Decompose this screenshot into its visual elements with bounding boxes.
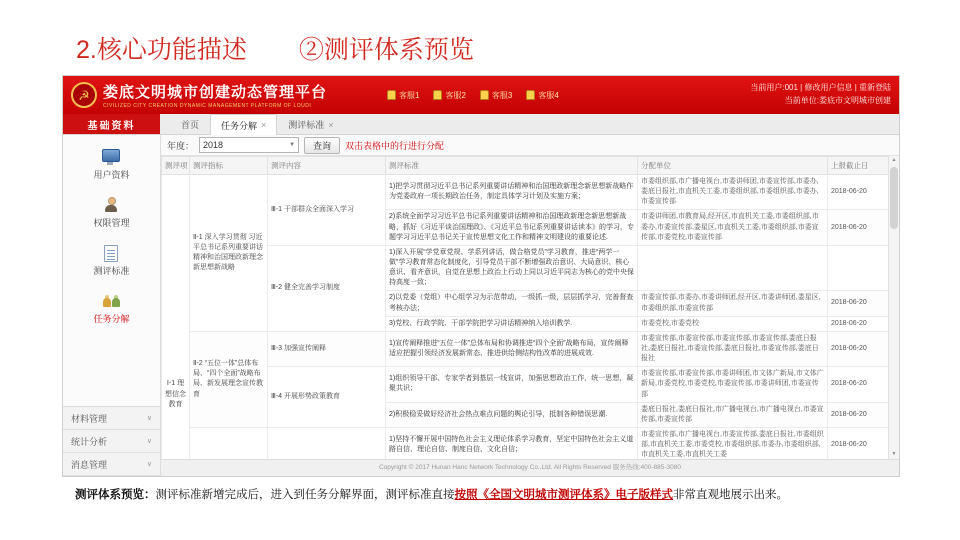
service-link-4[interactable] <box>526 90 558 101</box>
document-icon <box>104 245 118 262</box>
group-icon <box>101 293 121 309</box>
table-row[interactable] <box>162 331 892 366</box>
sidebar-item-用户资料[interactable] <box>93 149 129 181</box>
tab-label: 任务分解 <box>221 120 258 131</box>
caption-text-before: 测评标准新增完成后，进入到任务分解界面，测评标准直接 <box>155 489 455 501</box>
table-row[interactable] <box>162 367 892 402</box>
app-subtitle: CIVILIZED CITY CREATION DYNAMIC MANAGEMENT PLATFORM OF LOUDI <box>103 103 312 109</box>
table-cell: 2018-06-20 <box>828 316 892 331</box>
service-label: 客服4 <box>538 90 559 100</box>
scrollbar-thumb[interactable] <box>890 167 898 229</box>
table-cell: 2018-06-20 <box>828 210 892 245</box>
tab-任务分解[interactable] <box>210 114 277 135</box>
table-header-cell: 分配单位 <box>638 157 828 175</box>
sidebar-item-权限管理[interactable] <box>93 197 129 229</box>
year-select-value: 2018 <box>203 140 224 150</box>
tab-close-icon[interactable]: × <box>328 119 334 130</box>
customer-service-icon <box>433 90 442 100</box>
table-cell: 市委讲师团,市教育局,经开区,市直机关工委,市委组织部,市委办,市委宣传部,娄星区,市直机关工委,市委组织部,市委宣传部,市委党校,市委宣传部 <box>638 210 828 245</box>
table-cell <box>828 245 892 291</box>
table-cell: 2)以党委（党组）中心组学习为示范带动，一级抓一级，层层抓学习，完善督查考核办法； <box>386 291 638 316</box>
computer-icon <box>101 149 121 165</box>
table-cell: Ⅲ-3 加强宣传阐释 <box>268 331 386 366</box>
table-cell: 市委宣传部,市广播电视台,市委宣传部,娄底日报社,市委组织部,市直机关工委,市委党校,市委组织部,市委办,市委组织部,市直机关工委,市直机关工委 <box>638 427 828 459</box>
table-cell: 2018-06-20 <box>828 331 892 366</box>
table-header-cell: 上报截止日 <box>828 157 892 175</box>
sidebar-accordion <box>63 406 160 476</box>
group-icon <box>102 293 121 307</box>
customer-service-icon <box>387 90 396 100</box>
table-cell: 2018-06-20 <box>828 291 892 316</box>
sidebar-item-label: 用户资料 <box>93 170 130 180</box>
sidebar-items <box>63 135 160 341</box>
table-cell: Ⅰ-1 理想信念教育 <box>162 175 190 460</box>
slide-title <box>76 30 474 66</box>
table-header-cell: 测评标准 <box>386 157 638 175</box>
tab-测评标准[interactable] <box>277 114 344 134</box>
tab-strip <box>63 114 899 135</box>
sidebar-item-测评标准[interactable] <box>93 245 129 277</box>
chevron-down-icon: ∨ <box>146 438 152 445</box>
app-window <box>62 75 900 477</box>
user-icon <box>104 197 118 212</box>
user-icon <box>101 197 121 213</box>
table-cell: 市委宣传部,市委宣传部,市委宣传部,市委宣传部,娄底日报社,娄底日报社,市委宣传部,娄底日报社,市委宣传部,娄底日报社 <box>638 331 828 366</box>
slide-title-left: 2.核心功能描述 <box>76 36 247 64</box>
sidebar <box>63 135 161 476</box>
table-cell: Ⅲ-2 健全完善学习制度 <box>268 245 386 331</box>
service-link-1[interactable] <box>387 90 419 101</box>
chevron-down-icon: ▼ <box>289 142 296 148</box>
customer-service-icon <box>526 90 535 100</box>
scroll-up-icon[interactable]: ▲ <box>891 157 897 163</box>
current-unit-label: 当前单位:娄底市文明城市创建 <box>784 96 891 105</box>
toolbar <box>161 135 899 156</box>
table-cell: 娄底日报社,娄底日报社,市广播电视台,市广播电视台,市委宣传部,市委宣传部 <box>638 402 828 427</box>
table-cell: 2018-06-20 <box>828 175 892 210</box>
table-header-cell: 测评指标 <box>190 157 268 175</box>
table-cell: 1)深入开展“学党章党规、学系列讲话，做合格党员”学习教育，推进“两学一做”学习教育常态化制度化，引导党员干部不断增强政治意识、大局意识、核心意识、看齐意识，自觉在思想上政治上行动上同以习近平同志为核心的党中央保持高度一致； <box>386 245 638 291</box>
table-cell: 市委党校,市委党校 <box>638 316 828 331</box>
tab-close-icon[interactable]: × <box>261 120 267 130</box>
table-cell: 市委组织部,市广播电视台,市委讲师团,市委宣传部,市委办,娄底日报社,市直机关工委,市委组织部,市委组织部,市委办,市委宣传部 <box>638 175 828 210</box>
chevron-down-icon: ∨ <box>146 415 152 422</box>
query-button[interactable]: 查询 <box>304 137 340 154</box>
tab-bar-tabs <box>170 114 345 134</box>
evaluation-table-area <box>161 156 899 459</box>
service-link-2[interactable] <box>433 90 465 101</box>
accordion-消息管理[interactable] <box>63 453 160 476</box>
service-link-3[interactable] <box>480 90 512 101</box>
table-cell: Ⅲ-1 干部群众全面深入学习 <box>268 175 386 246</box>
accordion-统计分析[interactable] <box>63 430 160 453</box>
copyright-footer: Copyright © 2017 Hunan Hanc Network Technology Co.,Ltd. All Rights Reserved 服务热线:400-885-3080 <box>161 459 899 476</box>
accordion-label: 消息管理 <box>71 459 108 470</box>
table-header-row <box>162 157 892 175</box>
table-cell: Ⅲ-4 开展形势政策教育 <box>268 367 386 428</box>
current-user-links[interactable]: 当前用户:001 | 修改用户信息 | 重新登陆 <box>750 83 891 93</box>
accordion-label: 统计分析 <box>71 436 108 447</box>
table-cell: 1)把学习贯彻习近平总书记系列重要讲话精神和治国理政新理念新思想新战略作为党委政府一项长期政治任务，制定具体学习计划及实施方案； <box>386 175 638 210</box>
sidebar-item-label: 任务分解 <box>93 314 130 324</box>
document-icon <box>101 245 121 261</box>
table-cell <box>638 245 828 291</box>
table-cell: 市委宣传部,市委宣传部,市委讲师团,市文体广新局,市文体广新局,市委党校,市委党校,市委宣传部,市委讲师团,市委宣传部 <box>638 367 828 402</box>
sidebar-item-label: 权限管理 <box>93 218 130 228</box>
vertical-scrollbar[interactable] <box>888 156 899 459</box>
table-cell: 2018-06-20 <box>828 402 892 427</box>
sidebar-group-button[interactable]: 基础资料 <box>63 114 160 134</box>
table-cell <box>190 427 268 459</box>
customer-service-icon <box>480 90 489 100</box>
table-cell: 1)坚持不懈开展中国特色社会主义理论体系学习教育，坚定中国特色社会主义道路自信、理论自信、制度自信、文化自信； <box>386 427 638 459</box>
table-cell: Ⅱ-2 “五位一体”总体布局、“四个全面”战略布局、新发展理念宣传教育 <box>190 331 268 427</box>
table-cell: 1)组织领导干部、专家学者到基层一线宣讲，加强思想政治工作，统一思想，凝聚共识； <box>386 367 638 402</box>
service-label: 客服3 <box>491 90 513 100</box>
table-cell: 2)系统全面学习习近平总书记系列重要讲话精神和治国理政新理念新思想新战略，抓好《习近平谈治国理政》、《习近平总书记系列重要讲话读本》的学习，专题学习习近平总书记关于宣传思想文化工作和精神文明建设的重要论述. <box>386 210 638 245</box>
chevron-down-icon: ∨ <box>146 461 152 468</box>
tab-首页[interactable] <box>170 114 210 134</box>
table-body <box>162 175 892 460</box>
table-row[interactable] <box>162 245 892 291</box>
table-cell: 1)宣传阐释推进“五位一体”总体布局和协调推进“四个全面”战略布局，宣传阐释适应把握引领经济发展新常态、推进供给侧结构性改革的进展成效. <box>386 331 638 366</box>
double-click-hint: 双击表格中的行进行分配 <box>345 140 445 151</box>
sidebar-item-任务分解[interactable] <box>93 293 129 325</box>
table-cell: 2018-06-20 <box>828 367 892 402</box>
table-cell <box>268 427 386 459</box>
table-cell: 2)积极稳妥做好经济社会热点难点问题的舆论引导，抵制各种错误思潮. <box>386 402 638 427</box>
table-cell: Ⅱ-1 深入学习贯彻 习近平总书记系列重要讲话精神和治国理政新理念新思想新战略 <box>190 175 268 332</box>
app-title: 娄底文明城市创建动态管理平台 <box>103 84 328 101</box>
sidebar-item-label: 测评标准 <box>93 266 130 276</box>
table-cell: 3)党校、行政学院、干部学院把学习讲话精神纳入培训教学. <box>386 316 638 331</box>
table-header-cell: 测评内容 <box>268 157 386 175</box>
caption <box>75 486 895 502</box>
year-label: 年度： <box>167 140 195 151</box>
caption-highlight: 按照《全国文明城市测评体系》电子版样式 <box>454 489 673 501</box>
scroll-down-icon[interactable]: ▼ <box>891 451 897 457</box>
accordion-label: 材料管理 <box>71 413 108 424</box>
year-select[interactable] <box>199 137 299 153</box>
party-emblem-logo: ☭ <box>71 82 97 108</box>
service-label: 客服2 <box>445 90 466 100</box>
tab-label: 测评标准 <box>288 120 325 130</box>
service-links <box>387 90 559 101</box>
caption-label: 测评体系预览： <box>75 489 156 501</box>
table-header-cell: 测评项 <box>162 157 190 175</box>
table-cell: 市委宣传部,市委办,市委讲师团,经开区,市委讲师团,娄星区,市委组织部,市委宣传部 <box>638 291 828 316</box>
table-row[interactable] <box>162 427 892 459</box>
evaluation-table <box>161 156 892 459</box>
tab-label: 首页 <box>181 120 200 130</box>
slide-title-right: ②测评体系预览 <box>298 36 474 64</box>
table-row[interactable] <box>162 175 892 210</box>
accordion-材料管理[interactable] <box>63 407 160 430</box>
table-cell: 2018-06-20 <box>828 427 892 459</box>
computer-icon <box>102 149 120 162</box>
caption-text-after: 非常直观地展示出来。 <box>673 489 788 501</box>
app-header <box>63 76 899 114</box>
service-label: 客服1 <box>399 90 420 100</box>
